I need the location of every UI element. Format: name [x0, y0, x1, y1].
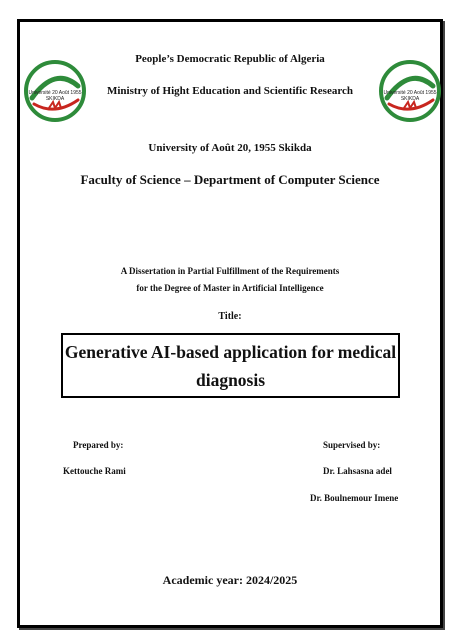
university-name: University of Août 20, 1955 Skikda [148, 142, 312, 154]
ministry-name: Ministry of Hight Education and Scientific Research [106, 85, 354, 97]
logo-text-line2: SKIKDA [400, 96, 420, 102]
supervised-by-label: Supervised by: [323, 440, 381, 450]
academic-year: Academic year: 2024/2025 [162, 573, 298, 587]
dissertation-line-2: for the Degree of Master in Artificial Intelligence [136, 283, 324, 293]
supervisor-name-1: Dr. Lahsasna adel [323, 466, 392, 476]
logo-text-line2: SKIKDA [45, 96, 65, 102]
title-box [61, 333, 400, 398]
prepared-by-label: Prepared by: [73, 440, 124, 450]
dissertation-line-1: A Dissertation in Partial Fulfillment of the Requirements [120, 266, 340, 276]
faculty-name: Faculty of Science – Department of Computer Science [80, 172, 380, 187]
title-line-1: Generative AI-based application for medical [64, 342, 397, 362]
logo-text-line1: Université 20 Août 1955 [28, 90, 82, 96]
logo-text-line1: Université 20 Août 1955 [383, 90, 437, 96]
title-line-2: diagnosis [195, 370, 266, 390]
republic-name: People’s Democratic Republic of Algeria [135, 53, 325, 65]
supervisor-name-2: Dr. Boulnemour Imene [310, 493, 399, 503]
prepared-by-name: Kettouche Rami [63, 466, 126, 476]
title-label: Title: [218, 311, 242, 322]
